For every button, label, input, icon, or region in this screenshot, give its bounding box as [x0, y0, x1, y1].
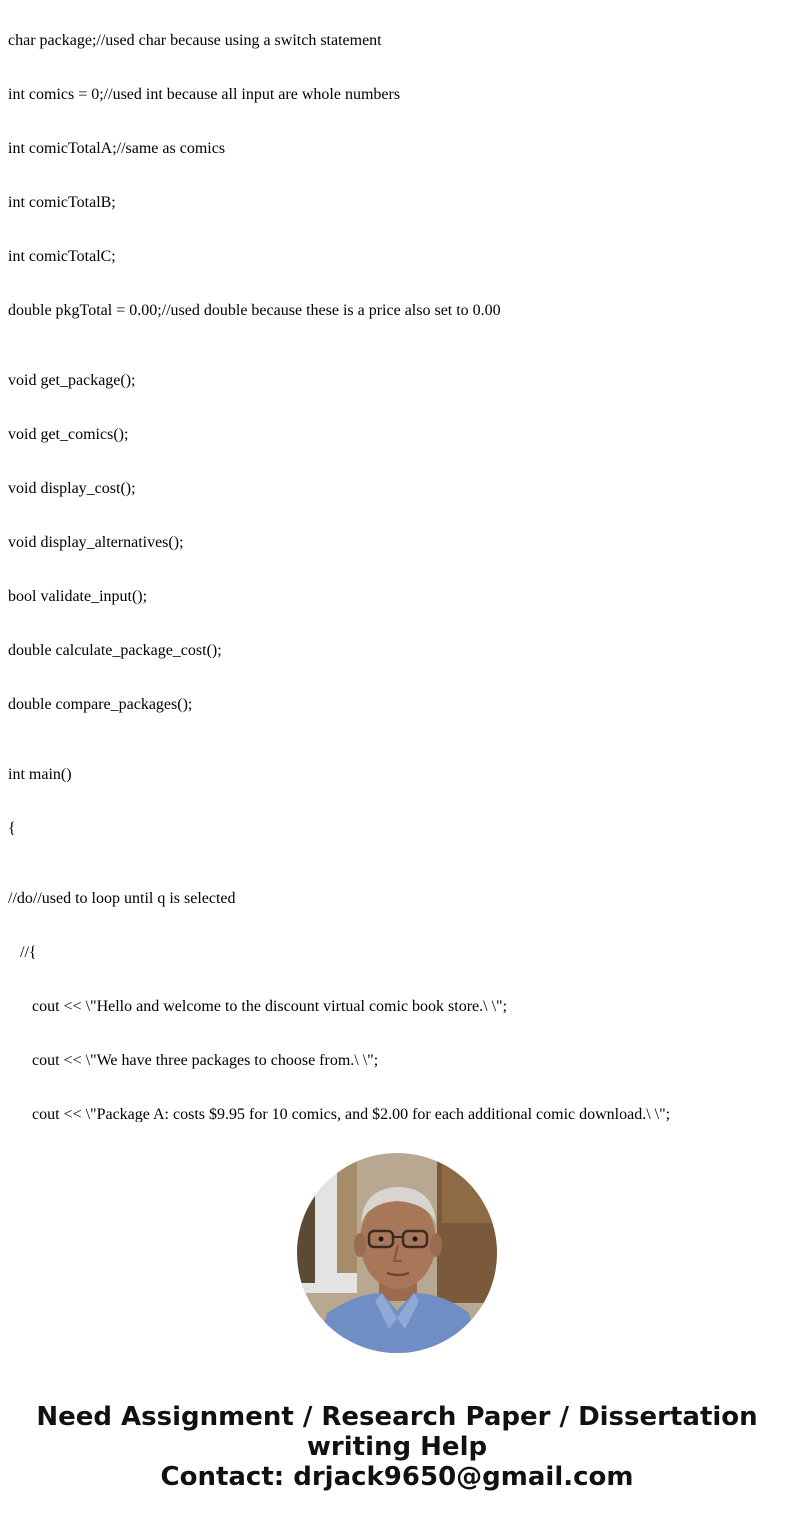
code-line: cout << \"Package A: costs $9.95 for 10 comics, and $2.00 for each additional comic download.\ \"; [8, 1106, 671, 1122]
code-line: int comics = 0;//used int because all input are whole numbers [8, 86, 401, 103]
code-line: bool validate_input(); [8, 588, 148, 605]
code-line: int comicTotalC; [8, 248, 116, 265]
code-line: char package;//used char because using a switch statement [8, 32, 382, 49]
code-line: //{ [8, 944, 37, 961]
code-line: //do//used to loop until q is selected [8, 890, 236, 907]
code-line: double pkgTotal = 0.00;//used double because these is a price also set to 0.00 [8, 302, 501, 319]
code-line: cout << \"We have three packages to choose from.\ \"; [8, 1052, 379, 1069]
code-line: { [8, 820, 16, 837]
code-line: int main() [8, 766, 72, 783]
code-line: int comicTotalA;//same as comics [8, 140, 226, 157]
code-block [8, 0, 678, 1122]
promo-line-2: writing Help [306, 1432, 488, 1462]
contact-email: Contact: drjack9650@gmail.com [160, 1462, 634, 1492]
person-portrait-icon [297, 1153, 497, 1353]
promo-banner [0, 1402, 794, 1492]
code-line: void display_cost(); [8, 480, 136, 497]
promo-line-1: Need Assignment / Research Paper / Dissertation [36, 1402, 758, 1432]
code-line: cout << \"Hello and welcome to the discount virtual comic book store.\ \"; [8, 998, 508, 1015]
code-line: double calculate_package_cost(); [8, 642, 222, 659]
code-line: int comicTotalB; [8, 194, 116, 211]
code-line: void get_comics(); [8, 426, 129, 443]
author-avatar [297, 1153, 497, 1353]
code-line: double compare_packages(); [8, 696, 193, 713]
code-line: void get_package(); [8, 372, 136, 389]
code-line: void display_alternatives(); [8, 534, 184, 551]
